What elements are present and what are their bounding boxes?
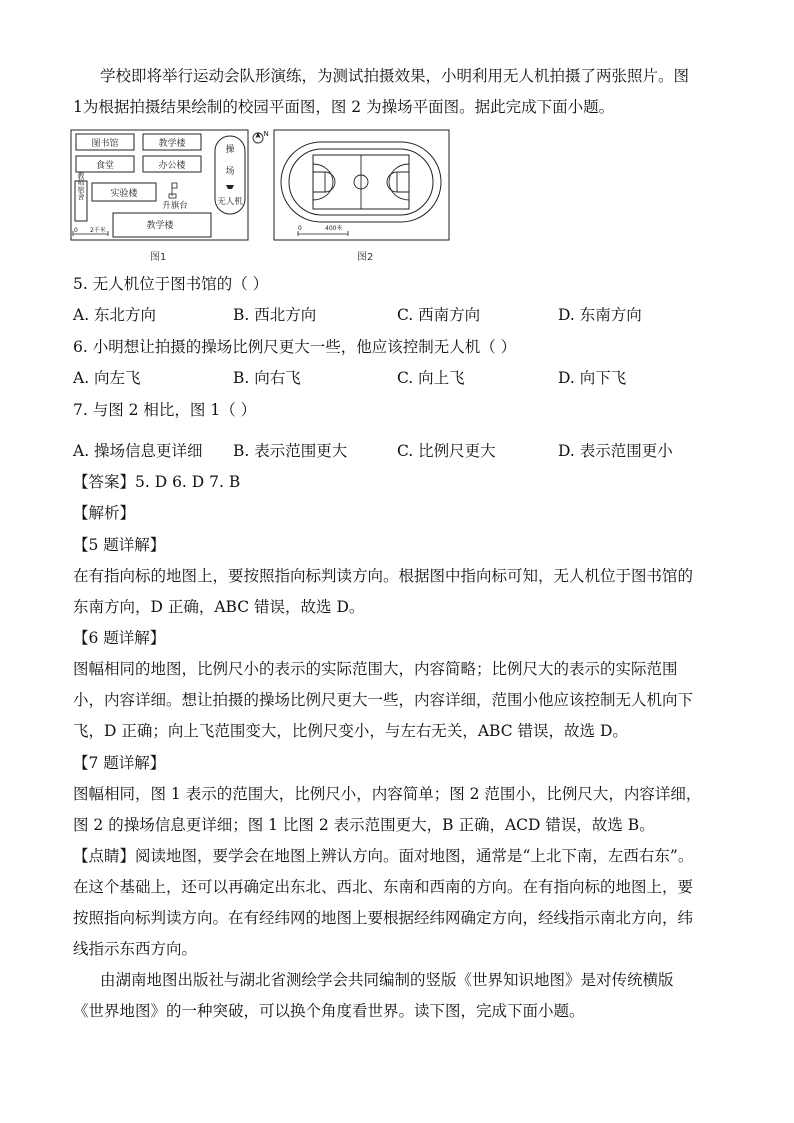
teaching-top-label: 教学楼 — [158, 139, 186, 149]
q6-option-b: B. 向右飞 — [233, 369, 301, 387]
q5-option-b: B. 西北方向 — [233, 306, 317, 324]
office-label: 办公楼 — [158, 161, 186, 171]
campus-map-figure — [70, 128, 250, 243]
q7-option-b: B. 表示范围更大 — [233, 442, 348, 460]
right-key — [397, 172, 409, 192]
question-7-stem: 7. 与图 2 相比，图 1（ ） — [73, 401, 257, 419]
q6-option-c: C. 向上飞 — [397, 369, 465, 387]
playground-figure — [273, 128, 451, 243]
q7-option-c: C. 比例尺更大 — [397, 442, 496, 460]
q6-option-d: D. 向下飞 — [558, 369, 627, 387]
analysis-title: 【解析】 — [73, 504, 136, 522]
intro-line-1: 学校即将举行运动会队形演练，为测试拍摄效果，小明利用无人机拍摄了两张照片。图 — [100, 67, 690, 85]
library-label: 图书馆 — [91, 139, 119, 149]
q5-detail-line-1: 在有指向标的地图上，要按照指向标判读方向。根据图中指向标可知，无人机位于图书馆的 — [73, 567, 694, 585]
q7-detail-line-2: 图 2 的操场信息更详细；图 1 比图 2 表示范围更大，B 正确，ACD 错误，故选 B。 — [73, 816, 655, 834]
q5-option-c: C. 西南方向 — [397, 306, 481, 324]
next-intro-line-2: 《世界地图》的一种突破，可以换个角度看世界。读下图，完成下面小题。 — [73, 1002, 585, 1020]
flagpole-icon — [172, 183, 177, 188]
dorm-label: 教师宿舍 — [77, 172, 85, 200]
q7-detail-title: 【7 题详解】 — [73, 754, 166, 772]
q7-detail-line-1: 图幅相同，图 1 表示的范围大，比例尺小，内容简单；图 2 范围小，比例尺大，内容详细， — [73, 785, 702, 803]
drone-icon — [226, 185, 234, 189]
q6-detail-line-1: 图幅相同的地图，比例尺小的表示的实际范围大，内容简略；比例尺大的表示的实际范围 — [73, 660, 678, 678]
lab-label: 实验楼 — [110, 189, 138, 199]
question-5-stem: 5. 无人机位于图书馆的（ ） — [73, 275, 269, 293]
figures — [70, 128, 460, 263]
fig2-scale-value: 400米 — [325, 225, 343, 232]
q6-detail-title: 【6 题详解】 — [73, 629, 166, 647]
question-6-stem: 6. 小明想让拍摄的操场比例尺更大一些，他应该控制无人机（ ） — [73, 338, 517, 356]
q5-detail-line-2: 东南方向，D 正确，ABC 错误，故选 D。 — [73, 598, 365, 616]
left-key — [313, 172, 325, 192]
fig2-caption: 图2 — [357, 252, 374, 263]
q7-option-a: A. 操场信息更详细 — [73, 442, 203, 460]
q5-detail-title: 【5 题详解】 — [73, 536, 166, 554]
tips-line-1: 【点睛】阅读地图，要学会在地图上辨认方向。面对地图，通常是“上北下南，左西右东”。 — [73, 847, 694, 865]
tips-line-3: 按照指向标判读方向。在有经纬网的地图上要根据经纬网确定方向，经线指示南北方向，纬 — [73, 909, 694, 927]
playground-label-2: 场 — [225, 167, 235, 177]
playground-label-1: 操 — [225, 145, 235, 155]
north-label: N — [263, 130, 269, 138]
fig1-scale-value: 2千米 — [90, 227, 106, 234]
q6-option-a: A. 向左飞 — [73, 369, 141, 387]
q6-detail-line-3: 飞，D 正确；向上飞范围变大，比例尺变小，与左右无关，ABC 错误，故选 D。 — [73, 722, 628, 740]
q5-option-d: D. 东南方向 — [558, 306, 642, 324]
question-5-options — [73, 305, 733, 327]
question-6-options — [73, 368, 733, 390]
drone-label: 无人机 — [217, 197, 243, 207]
tips-line-4: 线指示东西方向。 — [73, 940, 198, 958]
flag-label: 升旗台 — [162, 201, 188, 211]
tips-line-2: 在这个基础上，还可以再确定出东北、西北、东南和西南的方向。在有指向标的地图上，要 — [73, 878, 694, 896]
fig1-caption: 图1 — [150, 252, 167, 263]
fig2-scale-zero: 0 — [298, 225, 302, 232]
intro-line-2: 1为根据拍摄结果绘制的校园平面图，图 2 为操场平面图。据此完成下面小题。 — [73, 98, 615, 116]
q6-detail-line-2: 小，内容详细。想让拍摄的操场比例尺更大一些，内容详细，范围小他应该控制无人机向下 — [73, 691, 694, 709]
teaching-bottom-label: 教学楼 — [146, 221, 174, 231]
canteen-label: 食堂 — [95, 161, 115, 171]
q5-option-a: A. 东北方向 — [73, 306, 157, 324]
next-intro-line-1: 由湖南地图出版社与湖北省测绘学会共同编制的竖版《世界知识地图》是对传统横版 — [100, 971, 674, 989]
fig1-scale-zero: 0 — [74, 227, 78, 234]
answer-line: 【答案】5. D 6. D 7. B — [73, 473, 241, 491]
north-arrow-icon — [251, 129, 269, 147]
question-7-options — [73, 441, 733, 463]
q7-option-d: D. 表示范围更小 — [558, 442, 673, 460]
